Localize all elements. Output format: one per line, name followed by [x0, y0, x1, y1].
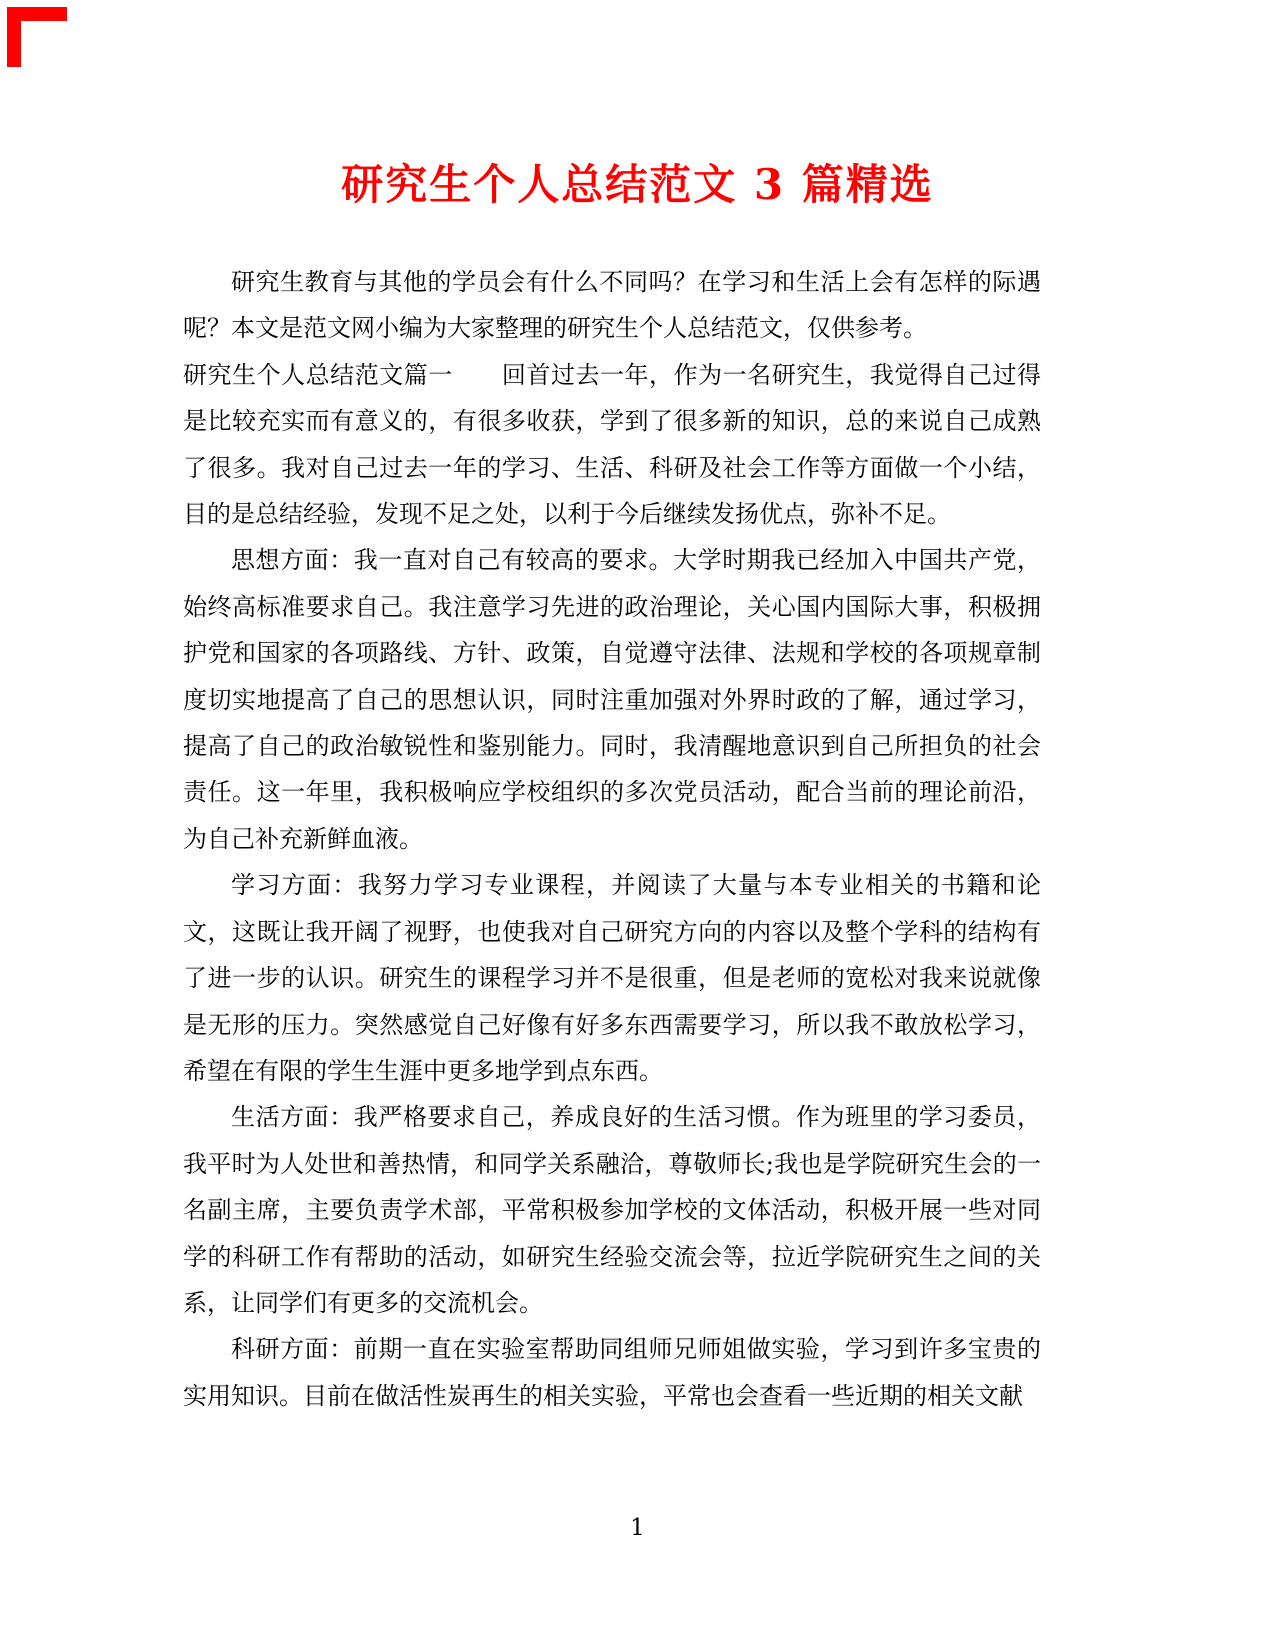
paragraph-ideology: 思想方面：我一直对自己有较高的要求。大学时期我已经加入中国共产党，始终高标准要求自己。我注意学习先进的政治理论，关心国内国际大事，积极拥护党和国家的各项路线、方针、政策，自觉遵守法律、法规和学校的各项规章制度切实地提高了自己的思想认识，同时注重加强对外界时政的了解，通过学习，提高了自己的政治敏锐性和鉴别能力。同时，我清醒地意识到自己所担负的社会责任。这一年里，我积极响应学校组织的多次党员活动，配合当前的理论前沿，为自己补充新鲜血液。 [183, 546, 1041, 853]
page-number: 1 [630, 1515, 645, 1541]
paragraph-intro: 研究生教育与其他的学员会有什么不同吗？在学习和生活上会有怎样的际遇呢？本文是范文网小编为大家整理的研究生个人总结范文，仅供参考。 [183, 268, 1041, 343]
paragraph-study: 学习方面：我努力学习专业课程，并阅读了大量与本专业相关的书籍和论文，这既让我开阔了视野，也使我对自己研究方向的内容以及整个学科的结构有了进一步的认识。研究生的课程学习并不是很重，但是老师的宽松对我来说就像是无形的压力。突然感觉自己好像有好多东西需要学习，所以我不敢放松学习，希望在有限的学生生涯中更多地学到点东西。 [183, 871, 1041, 1085]
paragraph-research: 科研方面：前期一直在实验室帮助同组师兄师姐做实验，学习到许多宝贵的实用知识。目前在做活性炭再生的相关实验，平常也会查看一些近期的相关文献 [183, 1335, 1041, 1410]
paragraph-life: 生活方面：我严格要求自己，养成良好的生活习惯。作为班里的学习委员，我平时为人处世和善热情，和同学关系融洽，尊敬师长;我也是学院研究生会的一名副主席，主要负责学术部，平常积极参加学校的文体活动，积极开展一些对同学的科研工作有帮助的活动，如研究生经验交流会等，拉近学院研究生之间的关系，让同学们有更多的交流机会。 [183, 1103, 1041, 1317]
document-body [183, 259, 1041, 1419]
document-title: 研究生个人总结范文 3 篇精选 [341, 160, 934, 209]
paragraph-essay1-opening: 研究生个人总结范文篇一 回首过去一年，作为一名研究生，我觉得自己过得是比较充实而有意义的，有很多收获，学到了很多新的知识，总的来说自己成熟了很多。我对自己过去一年的学习、生活、科研及社会工作等方面做一个小结，目的是总结经验，发现不足之处，以利于今后继续发扬优点，弥补不足。 [183, 360, 1041, 529]
red-corner-mark-icon [7, 7, 67, 67]
